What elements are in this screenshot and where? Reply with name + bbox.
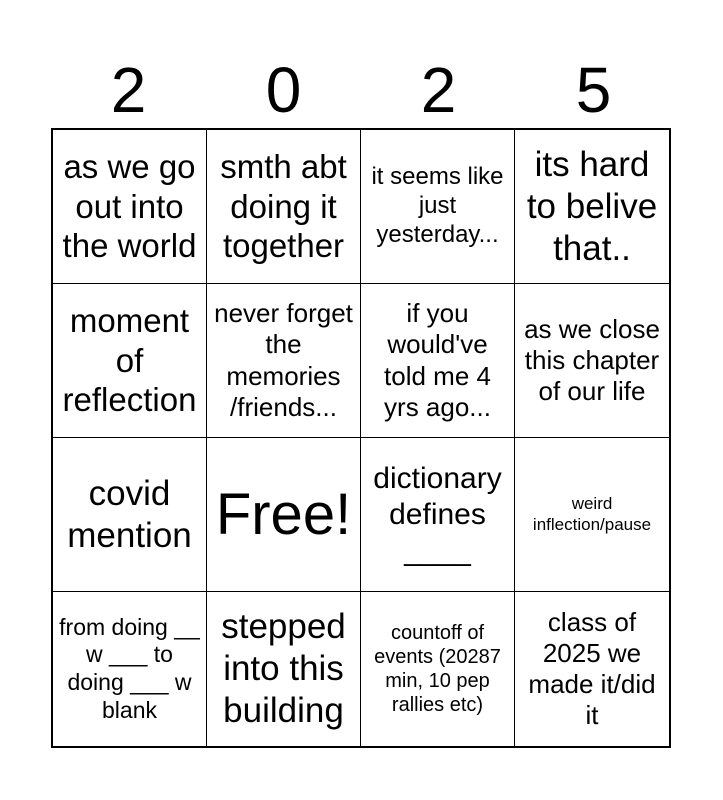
bingo-cell[interactable] [53,592,207,746]
header-letter-2: 0 [265,54,302,126]
bingo-cell[interactable] [515,438,669,592]
header-letter-1: 2 [110,54,147,126]
bingo-cell[interactable] [53,438,207,592]
cell-text: never forget the memories /friends... [214,298,353,422]
cell-text: it seems like just yesterday... [371,163,504,248]
bingo-cell[interactable] [361,130,515,284]
bingo-cell[interactable] [361,284,515,438]
cell-text: smth abt doing it together [220,148,347,265]
cell-text: from doing __ w ___ to doing ___ w blank [59,613,200,723]
cell-text: moment of reflection [62,302,197,419]
bingo-cell[interactable] [361,438,515,592]
bingo-cell[interactable] [207,284,361,438]
cell-text: as we go out into the world [62,148,197,265]
cell-text: as we close this chapter of our life [524,313,660,407]
bingo-cell[interactable] [515,130,669,284]
bingo-cell[interactable] [515,284,669,438]
cell-text: its hard to belive that.. [526,144,658,268]
cell-text: class of 2025 we made it/did it [528,606,656,731]
cell-text: if you would've told me 4 yrs ago... [384,298,491,422]
cell-text: stepped into this building [221,607,346,730]
header-letter-3: 2 [420,54,457,126]
header-letter-4: 5 [575,54,612,126]
bingo-board [51,128,671,748]
bingo-cell[interactable] [207,592,361,746]
bingo-header [51,50,671,130]
cell-text: Free! [215,481,352,547]
bingo-cell[interactable] [207,130,361,284]
cell-text: weird inflection/pause [532,494,652,534]
cell-text: covid mention [67,473,192,555]
bingo-cell[interactable] [53,284,207,438]
bingo-cell[interactable] [361,592,515,746]
bingo-cell[interactable] [53,130,207,284]
bingo-cell[interactable] [515,592,669,746]
cell-text: dictionary defines ____ [373,461,502,567]
bingo-cell free-space[interactable] [207,438,361,592]
cell-text: countoff of events (20287 min, 10 pep rallies etc) [374,622,501,716]
